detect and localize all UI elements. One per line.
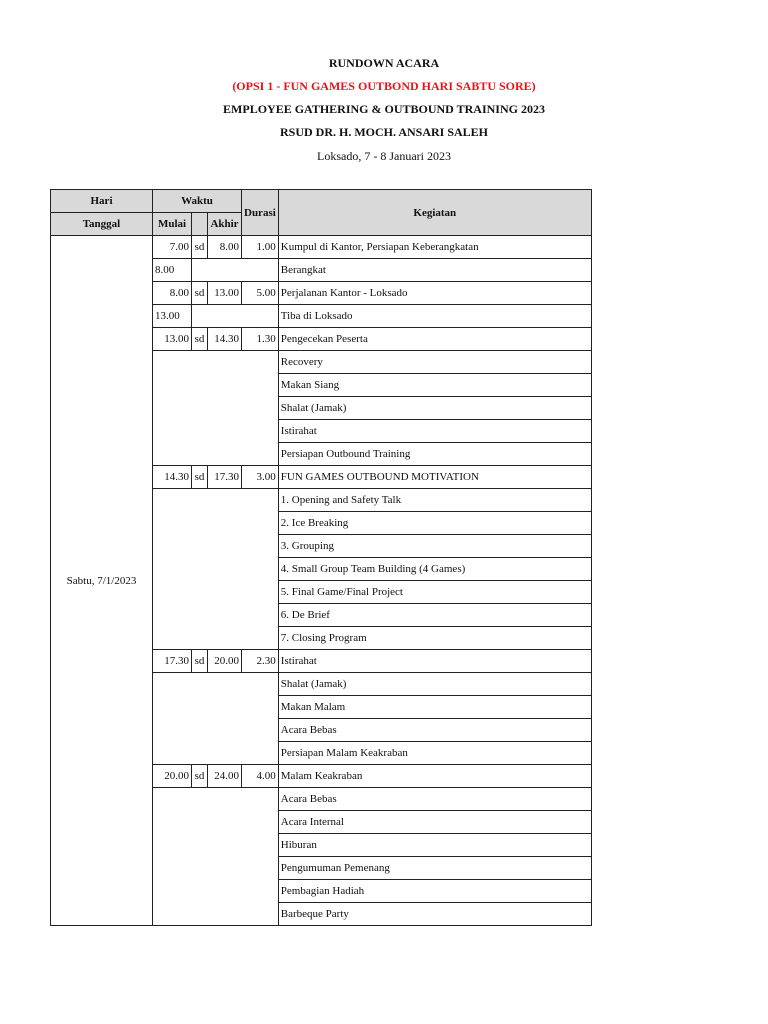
- kegiatan-cell: Acara Bebas: [278, 719, 591, 742]
- col-durasi: Durasi: [242, 190, 279, 236]
- kegiatan-cell: 6. De Brief: [278, 604, 591, 627]
- durasi-cell: 2.30: [242, 650, 279, 673]
- akhir-cell: 20.00: [208, 650, 242, 673]
- kegiatan-cell: Persiapan Malam Keakraban: [278, 742, 591, 765]
- title-rundown: RUNDOWN ACARA: [328, 56, 440, 70]
- akhir-cell: 13.00: [208, 282, 242, 305]
- kegiatan-cell: 7. Closing Program: [278, 627, 591, 650]
- kegiatan-cell: Acara Internal: [278, 811, 591, 834]
- kegiatan-cell: Pembagian Hadiah: [278, 880, 591, 903]
- col-tanggal: Tanggal: [51, 213, 153, 236]
- empty-time-cell: [192, 305, 279, 328]
- empty-time-block: [153, 788, 279, 926]
- kegiatan-cell: Acara Bebas: [278, 788, 591, 811]
- kegiatan-cell: Shalat (Jamak): [278, 397, 591, 420]
- durasi-cell: 1.00: [242, 236, 279, 259]
- mulai-cell: 7.00: [153, 236, 192, 259]
- subtitle-option: (OPSI 1 - FUN GAMES OUTBOND HARI SABTU SORE): [232, 79, 536, 93]
- kegiatan-cell: 1. Opening and Safety Talk: [278, 489, 591, 512]
- day-date-cell: Sabtu, 7/1/2023: [51, 236, 153, 926]
- empty-time-cell: [192, 259, 279, 282]
- kegiatan-cell: 5. Final Game/Final Project: [278, 581, 591, 604]
- sd-cell: sd: [192, 282, 208, 305]
- empty-time-block: [153, 489, 279, 650]
- kegiatan-cell: Perjalanan Kantor - Loksado: [278, 282, 591, 305]
- kegiatan-cell: Hiburan: [278, 834, 591, 857]
- col-waktu: Waktu: [153, 190, 242, 213]
- kegiatan-cell: FUN GAMES OUTBOUND MOTIVATION: [278, 466, 591, 489]
- kegiatan-cell: Berangkat: [278, 259, 591, 282]
- sd-cell: sd: [192, 765, 208, 788]
- col-mulai: Mulai: [153, 213, 192, 236]
- kegiatan-cell: 4. Small Group Team Building (4 Games): [278, 558, 591, 581]
- mulai-cell: 8.00: [153, 282, 192, 305]
- rundown-table: [50, 189, 592, 926]
- sd-cell: sd: [192, 328, 208, 351]
- akhir-cell: 8.00: [208, 236, 242, 259]
- organization-name: RSUD DR. H. MOCH. ANSARI SALEH: [279, 125, 489, 139]
- mulai-cell: 13.00: [153, 305, 192, 328]
- sd-cell: sd: [192, 650, 208, 673]
- kegiatan-cell: 3. Grouping: [278, 535, 591, 558]
- mulai-cell: 17.30: [153, 650, 192, 673]
- kegiatan-cell: Makan Siang: [278, 374, 591, 397]
- kegiatan-cell: Istirahat: [278, 650, 591, 673]
- kegiatan-cell: Kumpul di Kantor, Persiapan Keberangkatan: [278, 236, 591, 259]
- kegiatan-cell: Persiapan Outbound Training: [278, 443, 591, 466]
- kegiatan-cell: 2. Ice Breaking: [278, 512, 591, 535]
- mulai-cell: 14.30: [153, 466, 192, 489]
- event-title: EMPLOYEE GATHERING & OUTBOUND TRAINING 2023: [223, 102, 545, 116]
- kegiatan-cell: Tiba di Loksado: [278, 305, 591, 328]
- kegiatan-cell: Makan Malam: [278, 696, 591, 719]
- col-hari: Hari: [51, 190, 153, 213]
- kegiatan-cell: Pengumuman Pemenang: [278, 857, 591, 880]
- kegiatan-cell: Recovery: [278, 351, 591, 374]
- mulai-cell: 13.00: [153, 328, 192, 351]
- table-row: [51, 236, 592, 259]
- durasi-cell: 3.00: [242, 466, 279, 489]
- durasi-cell: 5.00: [242, 282, 279, 305]
- kegiatan-cell: Barbeque Party: [278, 903, 591, 926]
- col-sd: [192, 213, 208, 236]
- mulai-cell: 8.00: [153, 259, 192, 282]
- akhir-cell: 14.30: [208, 328, 242, 351]
- durasi-cell: 4.00: [242, 765, 279, 788]
- durasi-cell: 1.30: [242, 328, 279, 351]
- kegiatan-cell: Istirahat: [278, 420, 591, 443]
- col-kegiatan: Kegiatan: [278, 190, 591, 236]
- akhir-cell: 24.00: [208, 765, 242, 788]
- akhir-cell: 17.30: [208, 466, 242, 489]
- event-place-date: Loksado, 7 - 8 Januari 2023: [317, 149, 451, 163]
- empty-time-block: [153, 351, 279, 466]
- kegiatan-cell: Shalat (Jamak): [278, 673, 591, 696]
- kegiatan-cell: Malam Keakraban: [278, 765, 591, 788]
- col-akhir: Akhir: [208, 213, 242, 236]
- sd-cell: sd: [192, 466, 208, 489]
- sd-cell: sd: [192, 236, 208, 259]
- mulai-cell: 20.00: [153, 765, 192, 788]
- kegiatan-cell: Pengecekan Peserta: [278, 328, 591, 351]
- empty-time-block: [153, 673, 279, 765]
